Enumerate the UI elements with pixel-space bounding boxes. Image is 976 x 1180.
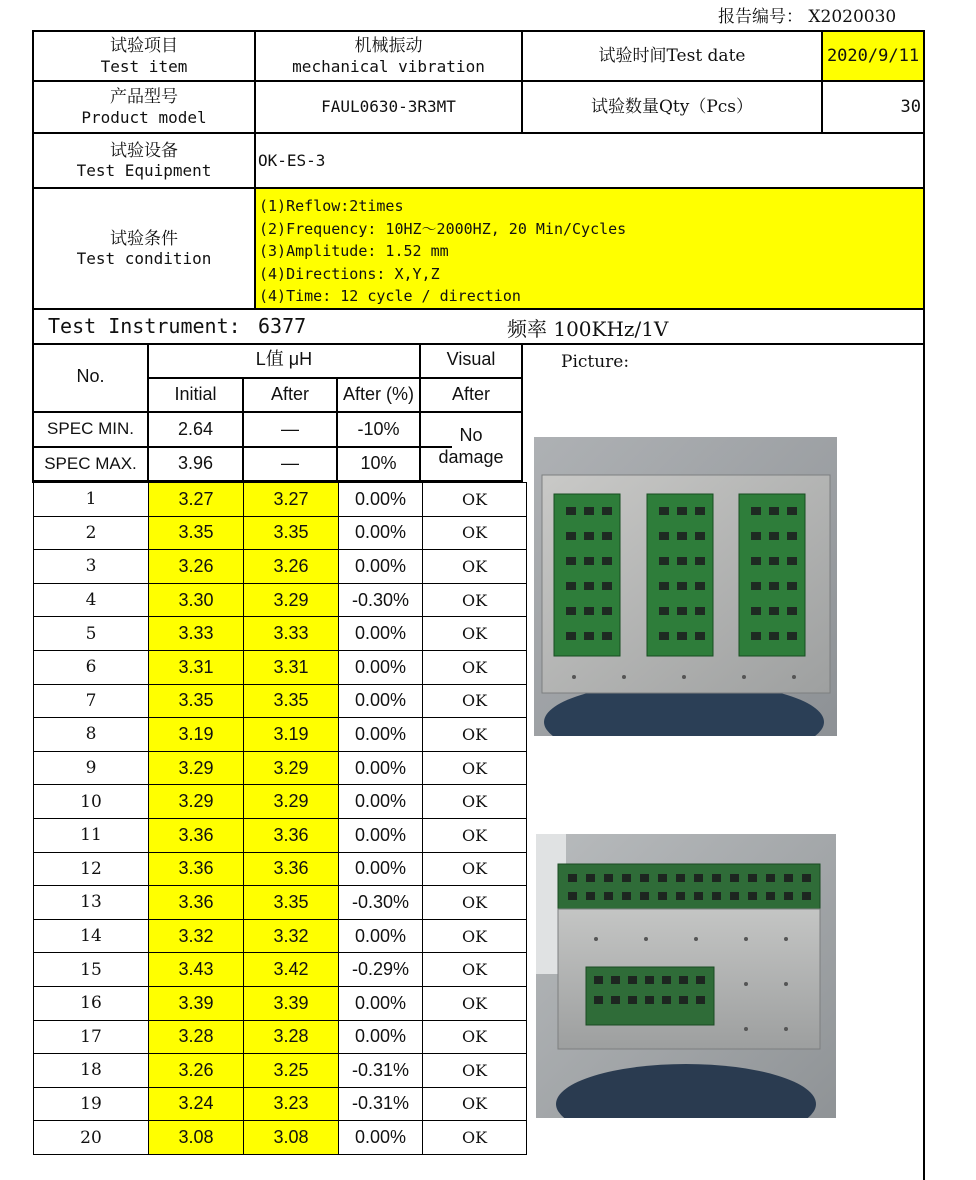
table-row: [34, 1020, 527, 1054]
initial-value: 3.36: [149, 852, 244, 886]
table-row: [34, 718, 527, 752]
after-pct-value: -0.30%: [339, 583, 423, 617]
row-number: 4: [34, 583, 149, 617]
condition-line: (2)Frequency: 10HZ～2000HZ, 20 Min/Cycles: [259, 219, 627, 238]
after-value: 3.23: [244, 1087, 339, 1121]
initial-value: 3.30: [149, 583, 244, 617]
row-number: 3: [34, 550, 149, 584]
spec-min-after: —: [281, 418, 299, 439]
condition-line: (4)Time: 12 cycle / direction: [259, 287, 521, 305]
test-item-value-cn: 机械振动: [354, 36, 423, 57]
row-number: 9: [34, 751, 149, 785]
test-condition-label-en: Test condition: [76, 249, 212, 269]
test-item-label-cn: 试验项目: [110, 36, 178, 57]
after-value: 3.32: [244, 919, 339, 953]
visual-spec: [421, 413, 521, 480]
initial-value: 3.29: [149, 785, 244, 819]
after-value: 3.27: [244, 483, 339, 517]
initial-value: 3.33: [149, 617, 244, 651]
after-pct-value: -0.30%: [339, 886, 423, 920]
row-number: 11: [34, 818, 149, 852]
spec-max-after: —: [281, 453, 299, 474]
visual-result: OK: [423, 684, 527, 718]
qty-label: 试验数量Qty（Pcs）: [590, 96, 754, 117]
spec-max-label: SPEC MAX.: [44, 453, 137, 473]
measurement-table: [33, 482, 527, 1155]
condition-line: (1)Reflow:2times: [259, 197, 404, 215]
after-pct-value: 0.00%: [339, 852, 423, 886]
product-model-label-en: Product model: [81, 107, 207, 127]
initial-value: 3.29: [149, 751, 244, 785]
measurement-table-body: [34, 483, 527, 1155]
test-date-label: 试验时间Test date: [598, 45, 746, 66]
table-row: [34, 852, 527, 886]
table-row: [34, 886, 527, 920]
row-number: 5: [34, 617, 149, 651]
after-value: 3.25: [244, 1054, 339, 1088]
after-pct-value: 0.00%: [339, 483, 423, 517]
visual-result: OK: [423, 718, 527, 752]
photo-front-image: [534, 437, 837, 736]
col-initial-header: Initial: [174, 384, 217, 405]
visual-spec-line1: No: [459, 424, 483, 445]
product-model-label: [34, 82, 254, 132]
picture-label: Picture:: [561, 352, 630, 372]
table-row: [34, 1087, 527, 1121]
row-number: 20: [34, 1121, 149, 1155]
spec-min-initial: 2.64: [177, 418, 214, 439]
after-pct-value: 0.00%: [339, 1121, 423, 1155]
table-row: [34, 1121, 527, 1155]
visual-result: OK: [423, 617, 527, 651]
photo-vibration-fixture-side: [536, 834, 836, 1118]
after-pct-value: 0.00%: [339, 751, 423, 785]
table-row: [34, 986, 527, 1020]
initial-value: 3.08: [149, 1121, 244, 1155]
after-pct-value: 0.00%: [339, 1020, 423, 1054]
after-value: 3.39: [244, 986, 339, 1020]
spec-max-initial: 3.96: [177, 453, 214, 474]
visual-result: OK: [423, 650, 527, 684]
visual-result: OK: [423, 483, 527, 517]
after-value: 3.19: [244, 718, 339, 752]
after-pct-value: -0.31%: [339, 1087, 423, 1121]
after-value: 3.36: [244, 852, 339, 886]
test-equipment-label-cn: 试验设备: [110, 140, 178, 161]
test-equipment-value: OK-ES-3: [258, 150, 326, 170]
qty-value: 30: [900, 96, 921, 117]
col-after-pct-header: After (%): [342, 384, 414, 405]
initial-value: 3.36: [149, 818, 244, 852]
after-value: 3.29: [244, 785, 339, 819]
instrument-frequency: 频率 100KHz/1V: [507, 317, 669, 341]
row-number: 8: [34, 718, 149, 752]
test-equipment-label-en: Test Equipment: [76, 161, 212, 181]
row-number: 6: [34, 650, 149, 684]
test-condition-label: [34, 189, 254, 308]
initial-value: 3.26: [149, 1054, 244, 1088]
visual-result: OK: [423, 986, 527, 1020]
initial-value: 3.31: [149, 650, 244, 684]
visual-result: OK: [423, 852, 527, 886]
after-value: 3.28: [244, 1020, 339, 1054]
table-row: [34, 650, 527, 684]
spec-min-label: SPEC MIN.: [47, 419, 134, 439]
after-value: 3.31: [244, 650, 339, 684]
product-model-value: FAUL0630-3R3MT: [321, 97, 456, 117]
table-row: [34, 550, 527, 584]
after-pct-value: 0.00%: [339, 550, 423, 584]
table-row: [34, 617, 527, 651]
col-visual-header: Visual: [446, 349, 496, 370]
after-value: 3.35: [244, 516, 339, 550]
row-number: 12: [34, 852, 149, 886]
after-pct-value: 0.00%: [339, 516, 423, 550]
initial-value: 3.32: [149, 919, 244, 953]
after-pct-value: 0.00%: [339, 650, 423, 684]
col-after-header: After: [270, 384, 309, 405]
photo-side-image: [536, 834, 836, 1118]
after-pct-value: 0.00%: [339, 684, 423, 718]
instrument-value: 6377: [258, 314, 307, 338]
after-pct-value: -0.31%: [339, 1054, 423, 1088]
product-model-label-cn: 产品型号: [110, 87, 178, 108]
test-item-label-en: Test item: [100, 56, 188, 76]
visual-result: OK: [423, 550, 527, 584]
table-row: [34, 516, 527, 550]
row-number: 1: [34, 483, 149, 517]
visual-result: OK: [423, 1121, 527, 1155]
row-number: 19: [34, 1087, 149, 1121]
after-pct-value: 0.00%: [339, 617, 423, 651]
initial-value: 3.19: [149, 718, 244, 752]
initial-value: 3.26: [149, 550, 244, 584]
table-row: [34, 953, 527, 987]
initial-value: 3.27: [149, 483, 244, 517]
row-number: 16: [34, 986, 149, 1020]
condition-line: (4)Directions: X,Y,Z: [259, 264, 440, 283]
after-value: 3.36: [244, 818, 339, 852]
after-pct-value: 0.00%: [339, 986, 423, 1020]
initial-value: 3.39: [149, 986, 244, 1020]
initial-value: 3.35: [149, 516, 244, 550]
after-pct-value: 0.00%: [339, 818, 423, 852]
row-number: 14: [34, 919, 149, 953]
col-visual-after-header: After: [451, 384, 490, 405]
table-row: [34, 919, 527, 953]
after-value: 3.26: [244, 550, 339, 584]
col-no-header: No.: [76, 366, 105, 387]
table-row: [34, 1054, 527, 1088]
test-item-value: [256, 32, 521, 80]
spec-max-pct: 10%: [360, 453, 397, 474]
visual-result: OK: [423, 516, 527, 550]
visual-result: OK: [423, 583, 527, 617]
visual-result: OK: [423, 953, 527, 987]
visual-result: OK: [423, 818, 527, 852]
after-value: 3.08: [244, 1121, 339, 1155]
initial-value: 3.28: [149, 1020, 244, 1054]
after-value: 3.33: [244, 617, 339, 651]
instrument-label: Test Instrument:: [48, 314, 241, 338]
test-condition-list: [259, 195, 626, 308]
row-number: 17: [34, 1020, 149, 1054]
table-row: [34, 818, 527, 852]
after-pct-value: 0.00%: [339, 785, 423, 819]
after-pct-value: 0.00%: [339, 718, 423, 752]
condition-line: (3)Amplitude: 1.52 mm: [259, 242, 449, 260]
col-l-header: L值 μH: [255, 349, 313, 370]
row-number: 2: [34, 516, 149, 550]
visual-result: OK: [423, 751, 527, 785]
visual-result: OK: [423, 919, 527, 953]
after-value: 3.29: [244, 583, 339, 617]
visual-result: OK: [423, 1054, 527, 1088]
row-number: 15: [34, 953, 149, 987]
test-item-value-en: mechanical vibration: [292, 56, 485, 76]
visual-result: OK: [423, 1020, 527, 1054]
table-row: [34, 751, 527, 785]
row-number: 13: [34, 886, 149, 920]
photo-vibration-fixture-front: [534, 437, 837, 736]
initial-value: 3.36: [149, 886, 244, 920]
row-number: 7: [34, 684, 149, 718]
initial-value: 3.24: [149, 1087, 244, 1121]
after-pct-value: -0.29%: [339, 953, 423, 987]
table-row: [34, 583, 527, 617]
after-pct-value: 0.00%: [339, 919, 423, 953]
header-block: [0, 0, 976, 345]
initial-value: 3.35: [149, 684, 244, 718]
after-value: 3.42: [244, 953, 339, 987]
test-item-label: [34, 32, 254, 80]
table-row: [34, 684, 527, 718]
table-row: [34, 785, 527, 819]
after-value: 3.35: [244, 684, 339, 718]
test-date-value: 2020/9/11: [826, 45, 920, 66]
after-value: 3.29: [244, 751, 339, 785]
report-number: 报告编号： X2020030: [718, 7, 897, 27]
spec-min-pct: -10%: [357, 418, 400, 439]
test-condition-label-cn: 试验条件: [110, 228, 178, 249]
visual-result: OK: [423, 785, 527, 819]
initial-value: 3.43: [149, 953, 244, 987]
row-number: 10: [34, 785, 149, 819]
after-value: 3.35: [244, 886, 339, 920]
visual-result: OK: [423, 886, 527, 920]
table-row: [34, 483, 527, 517]
row-number: 18: [34, 1054, 149, 1088]
visual-result: OK: [423, 1087, 527, 1121]
visual-spec-line2: damage: [438, 446, 504, 467]
test-equipment-label: [34, 134, 254, 187]
